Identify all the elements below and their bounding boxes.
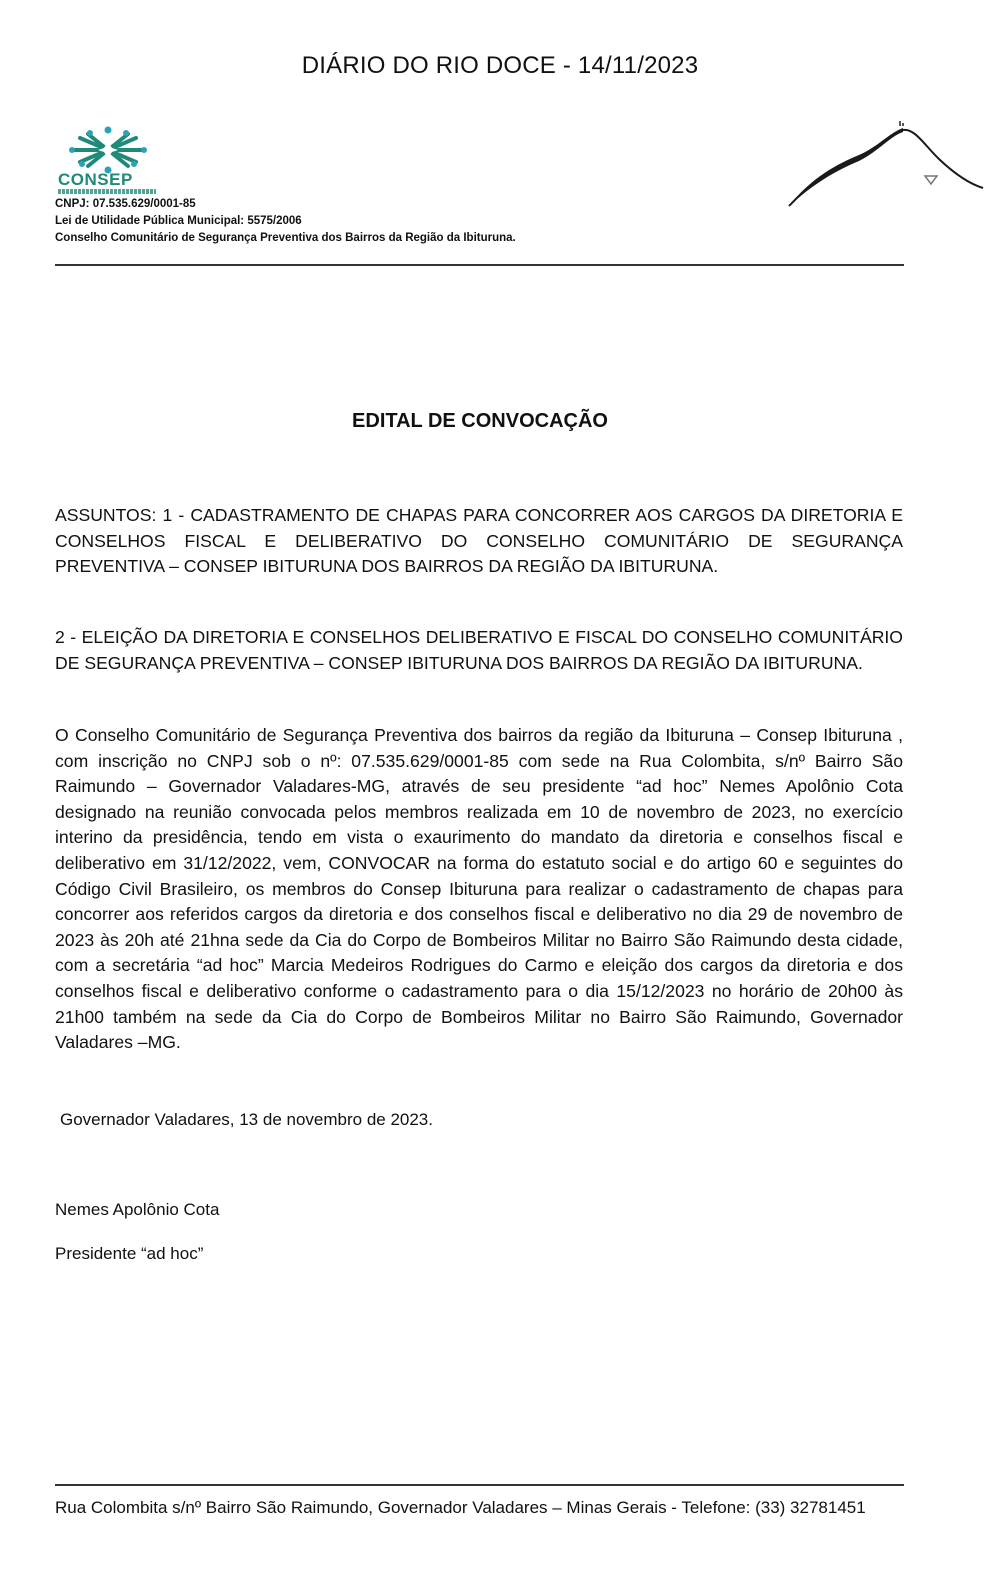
- subject-paragraph-1: ASSUNTOS: 1 - CADASTRAMENTO DE CHAPAS PARA CONCORRER AOS CARGOS DA DIRETORIA E CONSELHOS FISCAL E DELIBERATIVO DO CONSELHO COMUNITÁRIO DE SEGURANÇA PREVENTIVA – CONSEP IBITURUNA DOS BAIRROS DA REGIÃO DA IBITURUNA.: [55, 505, 903, 577]
- signatory-name: Nemes Apolônio Cota: [55, 1200, 220, 1219]
- logo-subtitle-strip: [58, 189, 156, 194]
- mountain-icon: [785, 118, 985, 208]
- header-divider: [55, 264, 904, 266]
- public-utility-law-line: Lei de Utilidade Pública Municipal: 5575/2006: [55, 215, 302, 227]
- organization-info: [55, 196, 516, 247]
- document-title: EDITAL DE CONVOCAÇÃO: [352, 410, 608, 432]
- signatory-role: Presidente “ad hoc”: [55, 1244, 204, 1263]
- place-and-date: Governador Valadares, 13 de novembro de 2023.: [60, 1110, 433, 1129]
- convocation-paragraph: O Conselho Comunitário de Segurança Preventiva dos bairros da região da Ibituruna – Consep Ibituruna , com inscrição no CNPJ sob o nº: 07.535.629/0001-85 com sede na Rua Colombita, s/nº Bairro São Raimundo – Governador Valadares-MG, através de seu presidente “ad hoc” Nemes Apolônio Cota designado na reunião convocada pelos membros realizada em 10 de novembro de 2023, no exercício interino da presidência, tendo em vista o exaurimento do mandato da diretoria e conselhos fiscal e deliberativo em 31/12/2022, vem, CONVOCAR na forma do estatuto social e do artigo 60 e seguintes do Código Civil Brasileiro, os membros do Consep Ibituruna para realizar o cadastramento de chapas para concorrer aos referidos cargos da diretoria e dos conselhos fiscal e deliberativo no dia 29 de novembro de 2023 às 20h até 21hna sede da Cia do Corpo de Bombeiros Militar no Bairro São Raimundo desta cidade, com a secretária “ad hoc” Marcia Medeiros Rodrigues do Carmo e eleição dos cargos da diretoria e dos conselhos fiscal e deliberativo conforme o cadastramento para o dia 15/12/2023 no horário de 20h00 às 21h00 também na sede da Cia do Corpo de Bombeiros Militar no Bairro São Raimundo, Governador Valadares –MG.: [55, 725, 903, 1053]
- footer-address: Rua Colombita s/nº Bairro São Raimundo, Governador Valadares – Minas Gerais - Telefone: (33) 32781451: [55, 1498, 866, 1517]
- cnpj-line: CNPJ: 07.535.629/0001-85: [55, 198, 196, 210]
- newspaper-masthead: DIÁRIO DO RIO DOCE - 14/11/2023: [301, 52, 699, 79]
- subject-paragraph-2: 2 - ELEIÇÃO DA DIRETORIA E CONSELHOS DELIBERATIVO E FISCAL DO CONSELHO COMUNITÁRIO DE SEGURANÇA PREVENTIVA – CONSEP IBITURUNA DOS BAIRROS DA REGIÃO DA IBITURUNA.: [55, 627, 903, 673]
- organization-full-name: Conselho Comunitário de Segurança Preventiva dos Bairros da Região da Ibituruna.: [55, 232, 516, 244]
- footer-divider: [55, 1484, 904, 1486]
- consep-logo-wordmark: CONSEP: [58, 170, 133, 189]
